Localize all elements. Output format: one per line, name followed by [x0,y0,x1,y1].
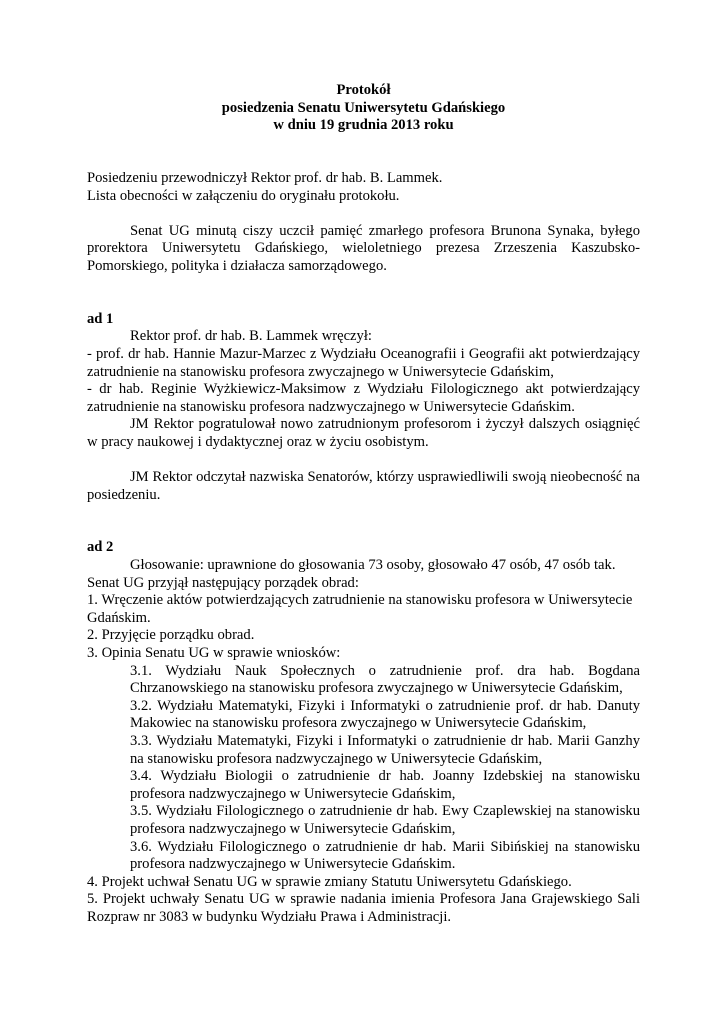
ad1-presentation: Rektor prof. dr hab. B. Lammek wręczył: [130,328,372,345]
title-line-3: w dniu 19 grudnia 2013 roku [273,117,454,134]
document-page [87,82,640,927]
title-line-2: posiedzenia Senatu Uniwersytetu Gdańskiego [221,99,506,116]
tribute-paragraph: Senat UG minutą ciszy uczcił pamięć zmarłego profesora Brunona Synaka, byłego prorektora Uniwersytetu Gdańskiego, wieloletniego prezesa Zrzeszenia Kaszubsko-Pomorskiego, polityka i działacza samorządowego. [87,222,640,274]
ad1-congratulations: JM Rektor pogratulował nowo zatrudnionym profesorom i życzył dalszych osiągnięć w pracy naukowej i dydaktycznej oraz w życiu osobistym. [87,416,640,450]
agenda-subitem-3-6: 3.6. Wydziału Filologicznego o zatrudnienie dr hab. Marii Sibińskiej na stanowisku profesora nadzwyczajnego w Uniwersytecie Gdańskim. [130,838,640,873]
agenda-subitem-3-5: 3.5. Wydziału Filologicznego o zatrudnienie dr hab. Ewy Czaplewskiej na stanowisku profesora nadzwyczajnego w Uniwersytecie Gdańskim, [130,803,640,837]
title-line-1: Protokół [336,82,391,98]
document-title [87,82,640,135]
agenda-subitem-3-4: 3.4. Wydziału Biologii o zatrudnienie dr hab. Joanny Izdebskiej na stanowisku profesora nadzwyczajnego w Uniwersytecie Gdańskim, [130,768,640,802]
chair-note: Posiedzeniu przewodniczył Rektor prof. dr hab. B. Lammek. [87,169,443,186]
ad2-adopted: Senat UG przyjął następujący porządek obrad: [87,574,359,591]
ad1-award-2: - dr hab. Reginie Wyżkiewicz-Maksimow z Wydziału Filologicznego akt potwierdzający zatrudnienie na stanowisku profesora nadzwyczajnego w Uniwersytecie Gdańskim. [87,381,640,415]
attendance-note: Lista obecności w załączeniu do oryginału protokołu. [87,187,400,204]
ad2-vote: Głosowanie: uprawnione do głosowania 73 osoby, głosowało 47 osób, 47 osób tak. [130,557,616,574]
agenda-item-5: 5. Projekt uchwały Senatu UG w sprawie nadania imienia Profesora Jana Grajewskiego Sali Rozpraw nr 3083 w budynku Wydziału Prawa i Administracji. [87,891,640,925]
agenda-subitem-3-2: 3.2. Wydziału Matematyki, Fizyki i Informatyki o zatrudnienie prof. dr hab. Danuty Makowiec na stanowisku profesora zwyczajnego w Uniwersytecie Gdańskim, [130,697,640,732]
agenda-item-4: 4. Projekt uchwał Senatu UG w sprawie zmiany Statutu Uniwersytetu Gdańskiego. [87,873,572,890]
ad1-absences: JM Rektor odczytał nazwiska Senatorów, którzy usprawiedliwili swoją nieobecność na posiedzeniu. [87,469,640,503]
ad1-heading: ad 1 [87,310,114,327]
ad1-award-1: - prof. dr hab. Hannie Mazur-Marzec z Wydziału Oceanografii i Geografii akt potwierdzający zatrudnienie na stanowisku profesora zwyczajnego w Uniwersytecie Gdańskim, [87,345,640,380]
agenda-item-2: 2. Przyjęcie porządku obrad. [87,627,255,644]
agenda-subitem-3-3: 3.3. Wydziału Matematyki, Fizyki i Informatyki o zatrudnienie dr hab. Marii Ganzhy na stanowisku profesora nadzwyczajnego w Uniwersytecie Gdańskim, [130,732,640,767]
agenda-item-1: 1. Wręczenie aktów potwierdzających zatrudnienie na stanowisku profesora w Uniwersytecie Gdańskim. [87,592,633,626]
agenda-subitem-3-1: 3.1. Wydziału Nauk Społecznych o zatrudnienie prof. dra hab. Bogdana Chrzanowskiego na stanowisku profesora zwyczajnego w Uniwersytecie Gdańskim, [130,662,640,697]
agenda-item-3: 3. Opinia Senatu UG w sprawie wniosków: [87,645,341,661]
ad2-heading: ad 2 [87,539,114,556]
